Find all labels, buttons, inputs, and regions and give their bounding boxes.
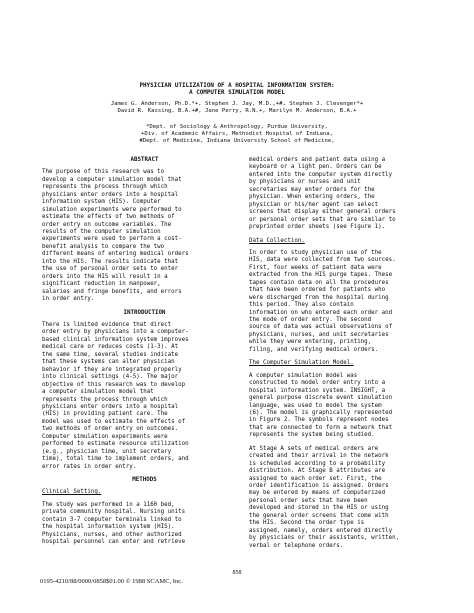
introduction-text: There is limited evidence that direct order entry by physicians into a computer- based clinical information system improves medical care or reduces costs (1-3). At the same time, several studies indicate that these systems can alter physician behavior if they are integrated properly into clinical settings (4-5). The major objective of this research was to develop a computer simulation model that represents the process through which physicians enter orders into a hospital (HIS) in providing patient care. The model was used to estimate the effects of two methods of order entry on outcomes. Computer simulation experiments were performed to estimate resource utilization (e.g., physician time, unit secretary time), total time to implement orders, and error rates in order entry.	[42, 321, 189, 470]
author-list: James G. Anderson, Ph.D.*+, Stephen J. Jay, M.D.,+#, Stephen J. Clevenger*+ David R. Kassing, B.A.+#, Jane Perry, R.N.+, Marilyn M. Anderson, B.A.+	[110, 101, 364, 115]
data-collection-text: In order to study physician use of the HIS, data were collected from two sources. First, four weeks of patient data were extracted from the HIS purge tapes. These tapes contain data on all the procedures that have been ordered for patients who were discharged from the hospital during this period. They also contain information on who entered each order and the mode of order entry. The second source of data was actual observations of physicians, nurses, and unit secretaries while they were entering, printing, filing, and verifying medical orders.	[249, 249, 396, 353]
introduction-heading: INTRODUCTION	[123, 309, 166, 316]
stage-description-text: At Stage A sets of medical orders are created and their arrival in the network is scheduled according to a probability distribution. At Stage B attributes are assigned to each order set. First, the order identification is assigned. Orders may be entered by means of computerized personal order sets that have been developed and stored in the HIS or using the general order screens that come with the HIS. Second the order type is assigned, namely, orders entered directly by physicians or their assistants, written, verbal or telephone orders.	[249, 445, 400, 549]
abstract-heading: ABSTRACT	[130, 157, 159, 163]
clinical-setting-text: The study was performed in a 1160 bed, private community hospital. Nursing units contain 3-7 computer terminals linked to the hospital information system (HIS). Physicians, nurses, and other authorized hospital personnel can enter and retrieve	[42, 501, 186, 546]
left-column	[42, 157, 247, 553]
abstract-text: The purpose of this research was to develop a computer simulation model that represents the process through which physicians enter orders into a hospital information system (HIS). Computer simulation experiments were performed to estimate the effects of two methods of order entry on outcome variables. The results of the computer simulation experiments were used to perform a cost- benefit analysis to compare the two different means of entering medical orders into the HIS. The results indicate that the use of personal order sets to enter orders into the HIS will result in a significant reduction in manpower, salaries and fringe benefits, and errors in order entry.	[42, 169, 189, 303]
simulation-model-heading: The Computer Simulation Model.	[249, 360, 354, 367]
clinical-setting-continued-text: medical orders and patient data using a keyboard or a light pen. Orders can be entered into the computer system directly by physicians or nurses and unit secretaries may enter orders for the physician. When entering orders, the physician or his/her agent can select screens that display either general orders or personal order sets that are similar to preprinted order sheets (see Figure 1).	[249, 157, 396, 231]
affiliations: *Dept. of Sociology & Anthropology, Purdue University, +Div. of Academic Affairs, Methodist Hospital of Indiana, #Dept. of Medicine, Indiana University School of Medicine,	[139, 124, 335, 145]
right-column	[249, 157, 454, 556]
clinical-setting-heading: Clinical Setting.	[42, 489, 102, 496]
methods-heading: METHODS	[132, 477, 157, 484]
copyright-footer: 0195-4210/88/0000/0858$01.00 © 1988 SCAMC, Inc.	[40, 578, 183, 585]
simulation-model-text: A computer simulation model was constructed to model order entry into a hospital information system. INSIGHT, a general purpose discrete event simulation language, was used to model the system (6). The model is graphically represented in Figure 2. The symbols represent nodes that are connected to form a network that represents the system being studied.	[249, 372, 393, 439]
data-collection-heading: Data Collection.	[249, 237, 305, 244]
page-number: 858	[232, 570, 242, 576]
paper-title: PHYSICIAN UTILIZATION OF A HOSPITAL INFORMATION SYSTEM: A COMPUTER SIMULATION MODEL	[139, 83, 335, 97]
